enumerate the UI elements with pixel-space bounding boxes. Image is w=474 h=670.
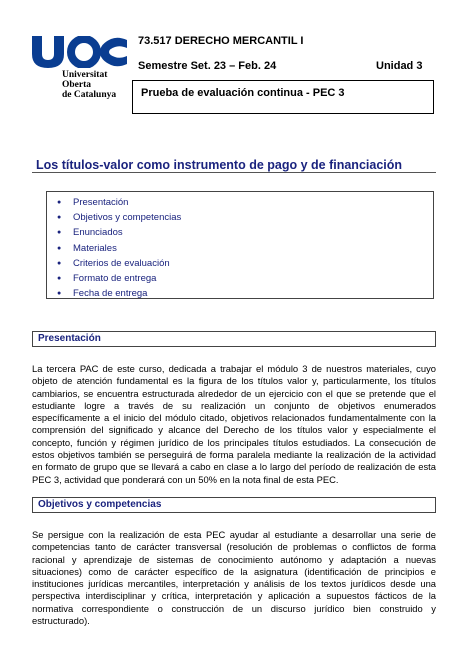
toc-item-criterios[interactable] <box>57 256 181 271</box>
unit-label: Unidad 3 <box>376 60 423 72</box>
bullet-icon: ● <box>57 275 62 283</box>
toc-item-label: Objetivos y competencias <box>73 212 182 224</box>
objetivos-paragraph: Se persigue con la realización de esta PEC ayudar al estudiante a desarrollar una serie de competencias tanto de carácter transversal (resolución de problemas o conflictos de forma racional y aprendizaje de sistemas de conocimiento autónomo y adaptación a nuevas situaciones) como de carácter específico de la asignatura (identificación de principios e instituciones jurídicas mercantiles, interpretación y análisis de los textos jurídicos desde una perspectiva interdisciplinar y crítica, interpretación y aplicación a supuestos fácticos de la normativa correspondiente o construcción de un discurso jurídico bien construido y estructurado). <box>32 529 436 627</box>
toc-item-label: Presentación <box>73 197 129 208</box>
logo-wordmark <box>62 70 132 100</box>
course-code: 73.517 DERECHO MERCANTIL I <box>138 35 304 47</box>
bullet-icon: ● <box>57 290 62 298</box>
title-divider <box>32 172 436 173</box>
table-of-contents <box>46 191 434 299</box>
bullet-icon: ● <box>57 214 62 222</box>
bullet-icon: ● <box>57 229 62 237</box>
presentacion-paragraph: La tercera PAC de este curso, dedicada a trabajar el módulo 3 de nuestros materiales, cuyo objeto de atención fundamental es la figura de los títulos valor y, particularmente, los títulos cambiarios, se encuentra estructurada alrededor de un ejercicio con el que se pretende que el estudiante logre a través de su realización un conjunto de objetivos enumerados específicamente a el inicio del módulo citado, objetivos relacionados fundamentalmente con la comprensión del significado y alcance del Derecho de los títulos valor y especialmente el concepto, función y régimen jurídico de los principales títulos estudiados. La consecución de estos objetivos también se perseguirá de forma paralela mediante la realización de la actividad en formato de grupo que se llevará a cabo en clase a lo largo del período de realización de esta PEC 3, actividad que ponderará con un 50% en la nota final de esta PEC. <box>32 363 436 485</box>
toc-item-enunciados[interactable] <box>57 225 181 240</box>
bullet-icon: ● <box>57 199 62 206</box>
logo-line-2: Oberta <box>62 80 92 90</box>
logo-line-1: Universitat <box>62 70 108 80</box>
toc-item-label: Materiales <box>73 242 117 254</box>
toc-list <box>57 195 181 301</box>
section-header-presentacion <box>32 331 436 347</box>
section-title: Presentación <box>38 333 101 344</box>
bullet-icon: ● <box>57 244 62 252</box>
toc-item-materiales[interactable] <box>57 241 181 256</box>
document-title: Los títulos-valor como instrumento de pago y de financiación <box>36 158 403 172</box>
section-title: Objetivos y competencias <box>38 499 162 510</box>
section-header-objetivos <box>32 497 436 513</box>
toc-item-label: Formato de entrega <box>73 273 157 285</box>
bullet-icon: ● <box>57 259 62 267</box>
toc-item-formato[interactable] <box>57 271 181 286</box>
toc-item-presentacion[interactable] <box>57 195 181 210</box>
toc-item-fecha[interactable] <box>57 286 181 301</box>
pec-title: Prueba de evaluación continua - PEC 3 <box>141 87 345 99</box>
pec-title-box <box>132 80 434 114</box>
toc-item-label: Fecha de entrega <box>73 288 148 300</box>
toc-item-objetivos[interactable] <box>57 210 181 225</box>
logo-line-3: de Catalunya <box>62 90 117 100</box>
semester-label: Semestre Set. 23 – Feb. 24 <box>138 60 277 72</box>
uoc-logo-mark <box>32 36 127 68</box>
toc-item-label: Criterios de evaluación <box>73 257 170 269</box>
toc-item-label: Enunciados <box>73 227 123 239</box>
